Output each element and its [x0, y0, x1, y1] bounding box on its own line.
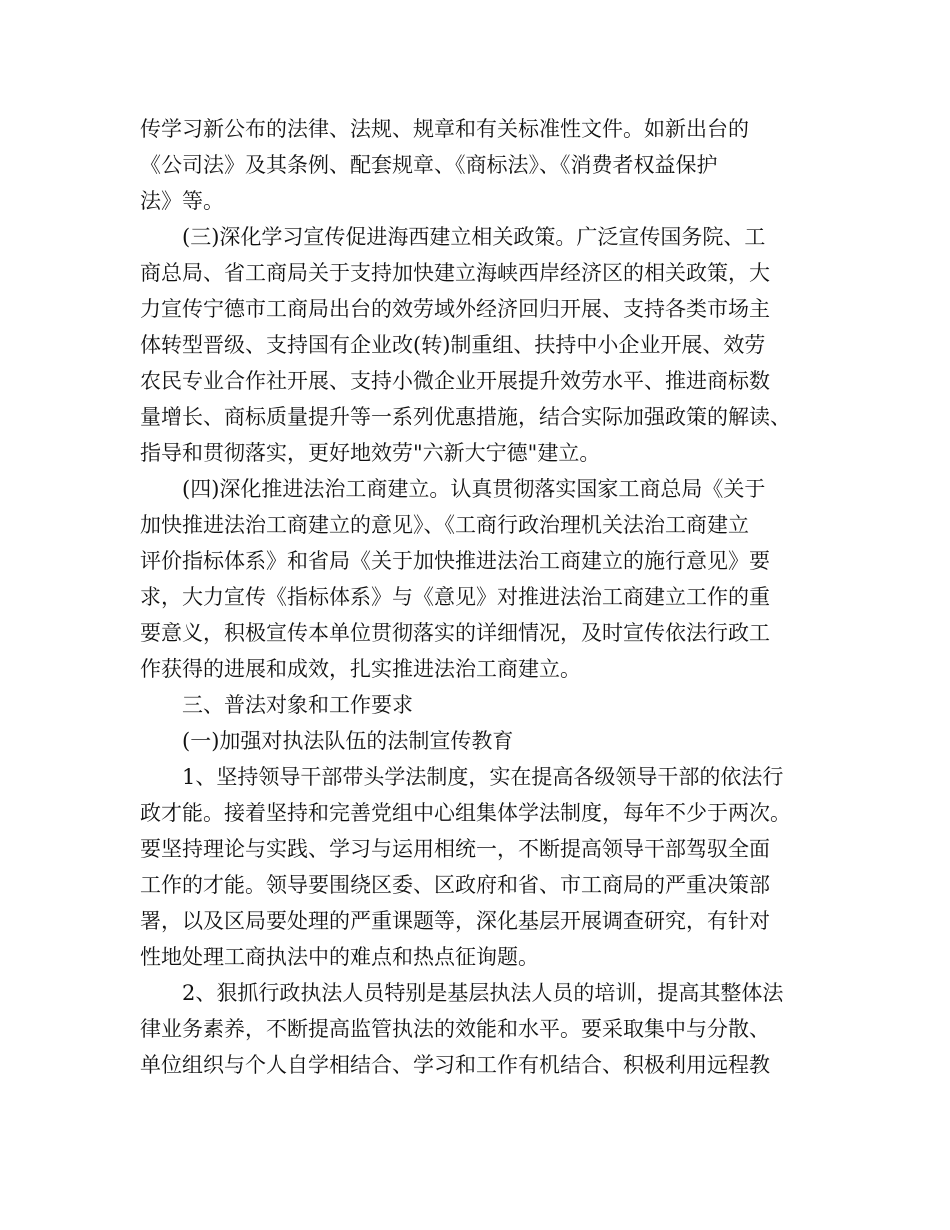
text-line: 性地处理工商执法中的难点和热点征询题。 [140, 945, 539, 969]
text-line: 作获得的进展和成效，扎实推进法治工商建立。 [140, 657, 581, 681]
text-line: 指导和贯彻落实，更好地效劳"六新大宁德"建立。 [140, 441, 601, 465]
text-line: (四)深化推进法治工商建立。认真贯彻落实国家工商总局《关于 [182, 477, 766, 501]
text-line: 力宣传宁德市工商局出台的效劳域外经济回归开展、支持各类市场主 [140, 297, 770, 321]
text-line: 政才能。接着坚持和完善党组中心组集体学法制度，每年不少于两次。 [140, 801, 791, 825]
text-line: 单位组织与个人自学相结合、学习和工作有机结合、积极利用远程教 [140, 1053, 770, 1077]
text-line: 要意义，积极宣传本单位贯彻落实的详细情况，及时宣传依法行政工 [140, 621, 770, 645]
text-line: 评价指标体系》和省局《关于加快推进法治工商建立的施行意见》要 [140, 549, 770, 573]
text-line: 1、坚持领导干部带头学法制度，实在提高各级领导干部的依法行 [182, 765, 784, 789]
text-line: 商总局、省工商局关于支持加快建立海峡西岸经济区的相关政策，大 [140, 261, 770, 285]
text-line: 2、狠抓行政执法人员特别是基层执法人员的培训，提高其整体法 [182, 981, 784, 1005]
text-line: 传学习新公布的法律、法规、规章和有关标准性文件。如新出台的 [140, 117, 749, 141]
text-line: 体转型晋级、支持国有企业改(转)制重组、扶持中小企业开展、效劳 [140, 333, 766, 357]
text-line: 署，以及区局要处理的严重课题等，深化基层开展调查研究，有针对 [140, 909, 770, 933]
text-line: 要坚持理论与实践、学习与运用相统一，不断提高领导干部驾驭全面 [140, 837, 770, 861]
text-line: 法》等。 [140, 189, 224, 213]
text-line: 《公司法》及其条例、配套规章、《商标法》、《消费者权益保护 [140, 153, 718, 177]
text-line: 量增长、商标质量提升等一系列优惠措施，结合实际加强政策的解读、 [140, 405, 791, 429]
text-line: 求，大力宣传《指标体系》与《意见》对推进法治工商建立工作的重 [140, 585, 770, 609]
text-line: 加快推进法治工商建立的意见》、《工商行政治理机关法治工商建立 [140, 513, 749, 537]
section-heading: 三、普法对象和工作要求 [182, 693, 413, 717]
text-line: 工作的才能。领导要围绕区委、区政府和省、市工商局的严重决策部 [140, 873, 770, 897]
text-line: (三)深化学习宣传促进海西建立相关政策。广泛宣传国务院、工 [182, 225, 766, 249]
text-line: 农民专业合作社开展、支持小微企业开展提升效劳水平、推进商标数 [140, 369, 770, 393]
subsection-heading: (一)加强对执法队伍的法制宣传教育 [182, 729, 514, 753]
text-line: 律业务素养，不断提高监管执法的效能和水平。要采取集中与分散、 [140, 1017, 770, 1041]
